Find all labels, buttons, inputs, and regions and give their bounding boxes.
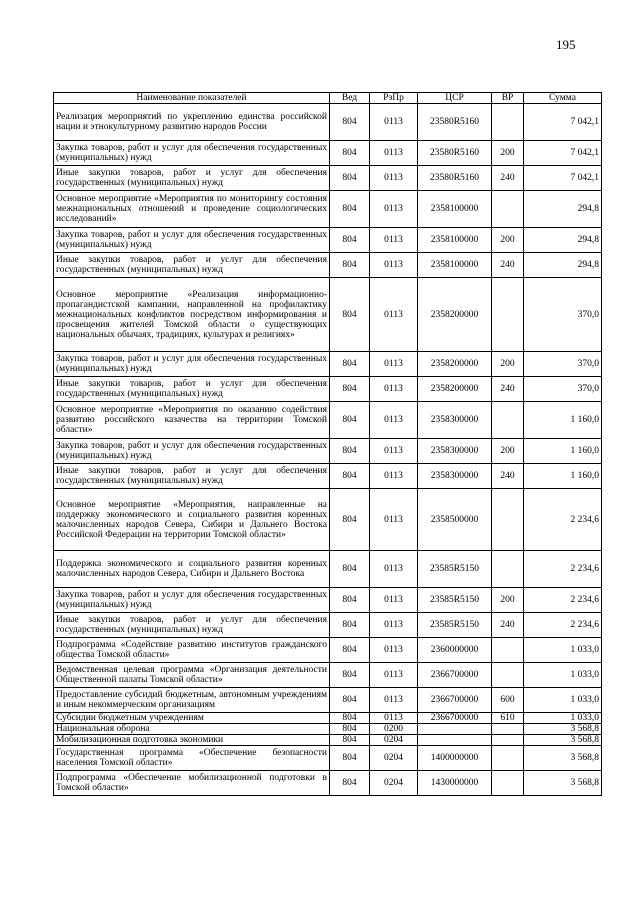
cell-ved: 804 [330,141,370,166]
cell-rzpr: 0113 [370,688,418,713]
cell-ved: 804 [330,638,370,663]
cell-csr: 1430000000 [418,771,492,796]
cell-ved: 804 [330,377,370,402]
cell-rzpr: 0113 [370,228,418,253]
cell-name: Подпрограмма «Содействие развитию институтов гражданского общества Томской области» [54,638,330,663]
cell-csr: 2358100000 [418,191,492,228]
cell-rzpr: 0113 [370,377,418,402]
table-row [54,551,602,588]
cell-vr: 240 [492,464,524,489]
cell-vr [492,104,524,141]
cell-ved: 804 [330,735,370,746]
table-row [54,724,602,735]
cell-ved: 804 [330,663,370,688]
cell-ved: 804 [330,228,370,253]
cell-vr [492,191,524,228]
cell-vr: 200 [492,228,524,253]
cell-ved: 804 [330,613,370,638]
cell-vr [492,489,524,551]
cell-name: Закупка товаров, работ и услуг для обеспечения государственных (муниципальных) нужд [54,588,330,613]
cell-csr: 2358200000 [418,352,492,377]
table-row [54,278,602,352]
cell-rzpr: 0113 [370,191,418,228]
cell-vr [492,402,524,439]
cell-rzpr: 0113 [370,663,418,688]
table-row [54,746,602,771]
cell-name: Иные закупки товаров, работ и услуг для обеспечения государственных (муниципальных) нужд [54,253,330,278]
cell-name: Основное мероприятие «Мероприятия, направленные на поддержку экономического и социального развития коренных малочисленных народов Севера, Сибири и Дальнего Востока Российской Федерации на территории Томской области» [54,489,330,551]
cell-rzpr: 0204 [370,735,418,746]
cell-ved: 804 [330,688,370,713]
cell-ved: 804 [330,588,370,613]
cell-name: Основное мероприятие «Мероприятия по мониторингу состояния межнациональных отношений и проведение социологических исследований» [54,191,330,228]
cell-csr: 2360000000 [418,638,492,663]
cell-name: Национальная оборона [54,724,330,735]
cell-csr: 23585R5150 [418,551,492,588]
cell-sum: 2 234,6 [524,489,602,551]
cell-name: Поддержка экономического и социального развития коренных малочисленных народов Севера, Сибири и Дальнего Востока [54,551,330,588]
cell-rzpr: 0113 [370,439,418,464]
cell-sum: 370,0 [524,352,602,377]
cell-name: Подпрограмма «Обеспечение мобилизационной подготовки в Томской области» [54,771,330,796]
cell-rzpr: 0113 [370,464,418,489]
cell-csr: 23580R5160 [418,104,492,141]
table-row [54,588,602,613]
cell-vr [492,278,524,352]
table-row [54,141,602,166]
cell-vr: 240 [492,377,524,402]
table-row [54,191,602,228]
cell-sum: 2 234,6 [524,613,602,638]
table-row [54,402,602,439]
cell-name: Государственная программа «Обеспечение безопасности населения Томской области» [54,746,330,771]
cell-csr: 2366700000 [418,713,492,724]
cell-csr [418,724,492,735]
cell-ved: 804 [330,439,370,464]
cell-vr [492,551,524,588]
header-vr: ВР [492,93,524,104]
cell-rzpr: 0113 [370,104,418,141]
cell-name: Иные закупки товаров, работ и услуг для обеспечения государственных (муниципальных) нужд [54,166,330,191]
cell-csr: 2366700000 [418,688,492,713]
cell-name: Закупка товаров, работ и услуг для обеспечения государственных (муниципальных) нужд [54,228,330,253]
cell-sum: 294,8 [524,191,602,228]
cell-vr: 240 [492,253,524,278]
cell-vr: 240 [492,613,524,638]
cell-ved: 804 [330,771,370,796]
cell-name: Иные закупки товаров, работ и услуг для обеспечения государственных (муниципальных) нужд [54,613,330,638]
cell-ved: 804 [330,464,370,489]
cell-csr: 2358200000 [418,278,492,352]
cell-name: Предоставление субсидий бюджетным, автономным учреждениям и иным некоммерческим организациям [54,688,330,713]
cell-name: Закупка товаров, работ и услуг для обеспечения государственных (муниципальных) нужд [54,141,330,166]
cell-sum: 1 160,0 [524,439,602,464]
table-row [54,166,602,191]
cell-vr: 610 [492,713,524,724]
cell-sum: 370,0 [524,377,602,402]
table-row [54,377,602,402]
cell-rzpr: 0113 [370,713,418,724]
cell-name: Иные закупки товаров, работ и услуг для обеспечения государственных (муниципальных) нужд [54,464,330,489]
cell-rzpr: 0113 [370,166,418,191]
header-csr: ЦСР [418,93,492,104]
cell-name: Основное мероприятие «Мероприятия по оказанию содействия развитию российского казачества на территории Томской области» [54,402,330,439]
cell-ved: 804 [330,104,370,141]
cell-ved: 804 [330,724,370,735]
table-row [54,464,602,489]
cell-name: Ведомственная целевая программа «Организация деятельности Общественной палаты Томской области» [54,663,330,688]
cell-rzpr: 0113 [370,551,418,588]
header-sum: Сумма [524,93,602,104]
cell-ved: 804 [330,253,370,278]
cell-rzpr: 0113 [370,352,418,377]
cell-rzpr: 0113 [370,613,418,638]
cell-vr: 600 [492,688,524,713]
cell-name: Реализация мероприятий по укреплению единства российской нации и этнокультурному развитию народов России [54,104,330,141]
cell-name: Закупка товаров, работ и услуг для обеспечения государственных (муниципальных) нужд [54,439,330,464]
cell-rzpr: 0204 [370,771,418,796]
cell-vr: 200 [492,352,524,377]
cell-vr [492,735,524,746]
cell-sum: 7 042,1 [524,141,602,166]
cell-sum: 1 160,0 [524,402,602,439]
cell-ved: 804 [330,278,370,352]
table-row [54,638,602,663]
cell-rzpr: 0113 [370,489,418,551]
table-row [54,771,602,796]
cell-csr: 23580R5160 [418,141,492,166]
cell-csr: 23585R5150 [418,613,492,638]
cell-sum: 7 042,1 [524,166,602,191]
cell-sum: 1 160,0 [524,464,602,489]
table-row [54,613,602,638]
cell-csr [418,735,492,746]
cell-csr: 2366700000 [418,663,492,688]
cell-name: Субсидии бюджетным учреждениям [54,713,330,724]
cell-rzpr: 0113 [370,141,418,166]
table-header-row [54,93,602,104]
table-row [54,663,602,688]
cell-name: Закупка товаров, работ и услуг для обеспечения государственных (муниципальных) нужд [54,352,330,377]
table-row [54,713,602,724]
cell-sum: 2 234,6 [524,588,602,613]
cell-sum: 294,8 [524,228,602,253]
cell-rzpr: 0113 [370,253,418,278]
cell-vr [492,746,524,771]
cell-ved: 804 [330,746,370,771]
page-number: 195 [556,37,576,52]
cell-vr [492,638,524,663]
cell-ved: 804 [330,713,370,724]
cell-vr [492,771,524,796]
cell-rzpr: 0113 [370,402,418,439]
cell-csr: 2358300000 [418,402,492,439]
cell-sum: 3 568,8 [524,735,602,746]
cell-csr: 2358300000 [418,439,492,464]
cell-csr: 2358100000 [418,228,492,253]
cell-sum: 1 033,0 [524,688,602,713]
cell-sum: 294,8 [524,253,602,278]
header-ved: Вед [330,93,370,104]
table-row [54,489,602,551]
cell-rzpr: 0200 [370,724,418,735]
cell-vr [492,663,524,688]
cell-csr: 23585R5150 [418,588,492,613]
table-row [54,439,602,464]
cell-ved: 804 [330,551,370,588]
cell-rzpr: 0113 [370,638,418,663]
cell-name: Основное мероприятие «Реализация информационно-пропагандистской кампании, направленной на профилактику межнациональных конфликтов посредством информирования и просвещения жителей Томской области о существующих национальных обычаях, традициях, культурах и религиях» [54,278,330,352]
header-rzpr: РзПр [370,93,418,104]
cell-rzpr: 0204 [370,746,418,771]
cell-sum: 1 033,0 [524,638,602,663]
budget-table [53,92,602,796]
header-name: Наименование показателей [54,93,330,104]
cell-csr: 2358300000 [418,464,492,489]
cell-csr: 23580R5160 [418,166,492,191]
table-row [54,735,602,746]
table-row [54,352,602,377]
cell-ved: 804 [330,402,370,439]
cell-sum: 3 568,8 [524,746,602,771]
cell-csr: 2358100000 [418,253,492,278]
cell-csr: 2358200000 [418,377,492,402]
cell-vr [492,724,524,735]
table-row [54,688,602,713]
cell-sum: 3 568,8 [524,724,602,735]
table-row [54,228,602,253]
cell-sum: 1 033,0 [524,663,602,688]
cell-ved: 804 [330,166,370,191]
table-row [54,104,602,141]
cell-vr: 200 [492,588,524,613]
table-row [54,253,602,278]
cell-sum: 2 234,6 [524,551,602,588]
cell-rzpr: 0113 [370,588,418,613]
cell-ved: 804 [330,489,370,551]
cell-sum: 7 042,1 [524,104,602,141]
cell-vr: 200 [492,141,524,166]
cell-ved: 804 [330,352,370,377]
cell-rzpr: 0113 [370,278,418,352]
cell-vr: 200 [492,439,524,464]
cell-name: Иные закупки товаров, работ и услуг для обеспечения государственных (муниципальных) нужд [54,377,330,402]
cell-name: Мобилизационная подготовка экономики [54,735,330,746]
cell-csr: 1400000000 [418,746,492,771]
cell-sum: 370,0 [524,278,602,352]
cell-csr: 2358500000 [418,489,492,551]
cell-ved: 804 [330,191,370,228]
cell-vr: 240 [492,166,524,191]
cell-sum: 1 033,0 [524,713,602,724]
cell-sum: 3 568,8 [524,771,602,796]
